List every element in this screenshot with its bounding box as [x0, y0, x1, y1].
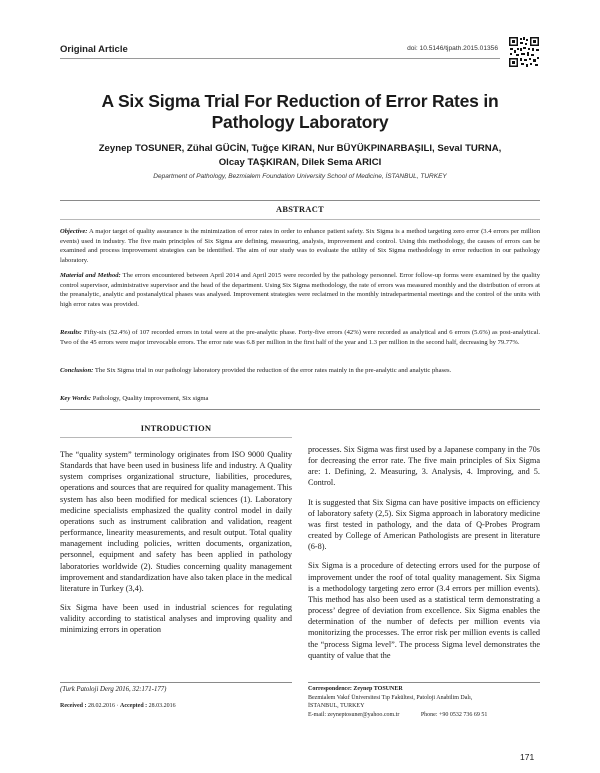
body-column-left	[60, 449, 292, 644]
abstract-divider	[60, 219, 540, 220]
methods-label: Material and Method:	[60, 272, 121, 279]
doi-link[interactable]: doi: 10.5146/tjpath.2015.01356	[407, 45, 498, 52]
phone-number: Phone: +90 0532 736 69 51	[420, 711, 488, 718]
article-type-label: Original Article	[60, 44, 128, 55]
keywords-label: Key Words:	[60, 395, 92, 402]
abstract-heading: ABSTRACT	[275, 205, 324, 214]
author-list: Zeynep TOSUNER, Zühal GÜCİN, Tuğçe KIRAN, Nur BÜYÜKPINARBAŞILI, Seval TURNA, Olcay TAŞKIRAN, Dilek Sema ARICI	[98, 143, 502, 168]
header-divider	[60, 58, 500, 59]
article-title: A Six Sigma Trial For Reduction of Error Rates in Pathology Laboratory	[101, 91, 499, 132]
correspondence-title: Correspondence: Zeynep TOSUNER	[308, 686, 403, 692]
email-link[interactable]: E-mail: zeyneptosuner@yahoo.com.tr	[308, 711, 400, 718]
results-text: Fifty-six (52.4%) of 107 recorded errors in total were at the pre-analytic phase. Forty-five errors (42%) were recorded as analytical and 6 errors (5.6%) as post-analytical. Two of the 45 errors were major irrevocable errors. The error rate was 6.8 per million in the first half of the year and 1.3 per million in the second half, decreasing by 79.77%.	[60, 329, 540, 346]
paragraph: Six Sigma have been used in industrial sciences for regulating validity according to statistical analyses and improving quality and minimizing errors in operation	[60, 603, 292, 635]
affiliation: Department of Pathology, Bezmialem Foundation University School of Medicine, İSTANBUL, TURKEY	[153, 173, 447, 180]
accepted-label: Accepted :	[120, 703, 148, 709]
address-line-1: Bezmialem Vakıf Üniversitesi Tıp Fakültesi, Patoloji Anabilim Dalı,	[308, 694, 473, 701]
abstract-objective	[60, 227, 540, 265]
abstract-methods	[60, 271, 540, 309]
objective-text: A major target of quality assurance is the minimization of error rates in order to enhance patient safety. Six Sigma is a method targeting zero error (3.4 errors per million events) used in industry. The five main principles of Six Sigma are defining, measuring, analysis, improvement and control. Using this methodology, the causes of errors can be examined and process improvement strategies can be identified. The aim of our study was to evaluate the utility of Six Sigma methodology in error reduction in our pathology laboratory.	[60, 228, 540, 264]
qr-code-icon	[508, 36, 540, 68]
paragraph: The “quality system” terminology originates from ISO 9000 Quality Standards that have been used in business life and industry. A Quality system comprises organizational structure, liabilities, procedures, operations and sources that are required for quality management. This system has also been modified for medical sciences (1). Laboratory medicine specialists emphasized the quality control model in daily operations such as instrument calibration and validation, reagent performance, linearity measurements, and result output. Total quality management including policies, written documents, organization, personnel, equipment and safety has been applied in pathology laboratories worldwide (2). Studies concerning quality management improvement and standardization have also taken place in the medical literature in Turkey (3,4).	[60, 450, 292, 593]
abstract-results	[60, 328, 540, 347]
conclusion-label: Conclusion:	[60, 367, 94, 374]
accepted-date: 28.03.2016	[148, 703, 176, 709]
introduction-divider	[60, 437, 292, 438]
received-label: Received :	[60, 703, 87, 709]
address-line-2: İSTANBUL, TURKEY	[308, 703, 365, 710]
footer-divider-left	[60, 682, 292, 683]
correspondence-block	[308, 685, 540, 719]
received-accepted-dates: Received : 28.02.2016 · Accepted : 28.03.2016	[60, 703, 176, 709]
abstract-section	[60, 200, 540, 410]
footer-divider-right	[308, 682, 540, 683]
page-header	[60, 44, 540, 56]
paragraph: Six Sigma is a procedure of detecting errors used for the purpose of improvement under the roof of total quality management. Six Sigma is a methodology targeting zero error (3.4 errors per million events). This method has also been used as a statistical term demonstrating a process’ degree of deviation from excellence. Six Sigma enables the determination of the number of defects per million events via monitorizing the processes. The error risk per million events is called the “process Sigma level”. The process Sigma level demonstrates the quantity of value that the	[308, 561, 540, 660]
paragraph: processes. Six Sigma was first used by a Japanese company in the 70s for decreasing the error rate. The five main principles of Six Sigma are: 1. Defining, 2. Measuring, 3. Analysis, 4. Improving, and 5. Control.	[308, 445, 540, 488]
introduction-heading: INTRODUCTION	[140, 424, 212, 433]
keywords-text: Pathology, Quality improvement, Six sigma	[92, 395, 209, 402]
results-label: Results:	[60, 329, 82, 336]
methods-text: The errors encountered between April 2014 and April 2015 were recorded by the pathology personnel. Error follow-up forms were examined by the quality control supervisor, administrative supervisor and the head of the department. Using Six Sigma methodology, the rate of errors was measured monthly and the distribution of errors at the preanalytic, analytic and postanalytical phases was analysed. Improvement strategies were reclaimed in the monthly intradepartmental meetings and the control of the units with high error rates was provided.	[60, 272, 541, 308]
page-number: 171	[520, 752, 535, 762]
contact-line	[308, 711, 540, 720]
objective-label: Objective:	[60, 228, 88, 235]
journal-citation: (Turk Patoloji Derg 2016, 32:171-177)	[60, 686, 167, 693]
conclusion-text: The Six Sigma trial in our pathology laboratory provided the reduction of the error rates mainly in the pre-analytic and analytic phases.	[94, 367, 452, 374]
paragraph: It is suggested that Six Sigma can have positive impacts on efficiency of laboratory safety (2,5). Six Sigma approach in laboratory medicine was first tested in pathology, and the data of Q-Probes Program created by College of American Pathologists are present in literature (6-8).	[308, 497, 540, 552]
body-column-right	[308, 444, 540, 669]
abstract-conclusion	[60, 366, 540, 376]
abstract-keywords	[60, 394, 540, 404]
received-date: 28.02.2016	[88, 703, 115, 709]
